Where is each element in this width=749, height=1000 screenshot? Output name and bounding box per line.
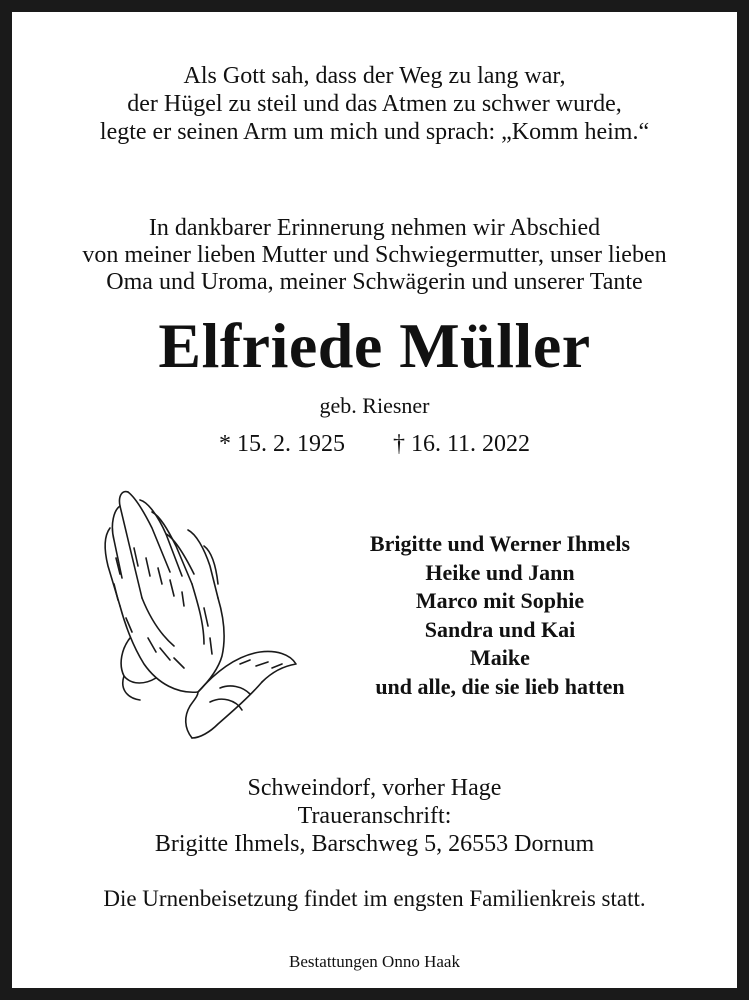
deceased-name: Elfriede Müller (158, 310, 591, 381)
birth-date: * 15. 2. 1925 (218, 431, 345, 457)
death-date: † 16. 11. 2022 (392, 431, 531, 457)
mourner-line: Sandra und Kai (424, 616, 576, 642)
poem-line: Als Gott sah, dass der Weg zu lang war, (183, 63, 566, 89)
intro-line: Oma und Uroma, meiner Schwägerin und unserer Tante (106, 269, 643, 295)
mourner-line: Marco mit Sophie (415, 588, 585, 613)
poem-line: legte er seinen Arm um mich und sprach: „Komm heim.“ (99, 119, 650, 145)
mourners-list (330, 530, 670, 701)
address-line: Schweindorf, vorher Hage (247, 775, 502, 801)
poem-line: der Hügel zu steil und das Atmen zu schwer wurde, (127, 91, 622, 117)
undertaker: Bestattungen Onno Haak (289, 952, 460, 971)
intro-line: von meiner lieben Mutter und Schwiegermutter, unser lieben (82, 242, 667, 268)
address-line: Brigitte Ihmels, Barschweg 5, 26553 Dornum (154, 831, 595, 857)
mourning-address (12, 774, 737, 858)
intro-line: In dankbarer Erinnerung nehmen wir Abschied (148, 215, 601, 241)
intro-text (12, 215, 737, 296)
praying-hands-icon (100, 488, 300, 746)
birth-name: geb. Riesner (319, 393, 430, 418)
poem (12, 62, 737, 146)
address-line: Traueranschrift: (297, 803, 452, 829)
mourner-line: Heike und Jann (425, 559, 575, 585)
mourner-line: und alle, die sie lieb hatten (375, 673, 625, 699)
life-dates (12, 430, 737, 458)
mourner-line: Maike (470, 645, 530, 670)
mourner-line: Brigitte und Werner Ihmels (369, 531, 631, 556)
urn-notice: Die Urnenbeisetzung findet im engsten Familienkreis statt. (103, 886, 646, 911)
